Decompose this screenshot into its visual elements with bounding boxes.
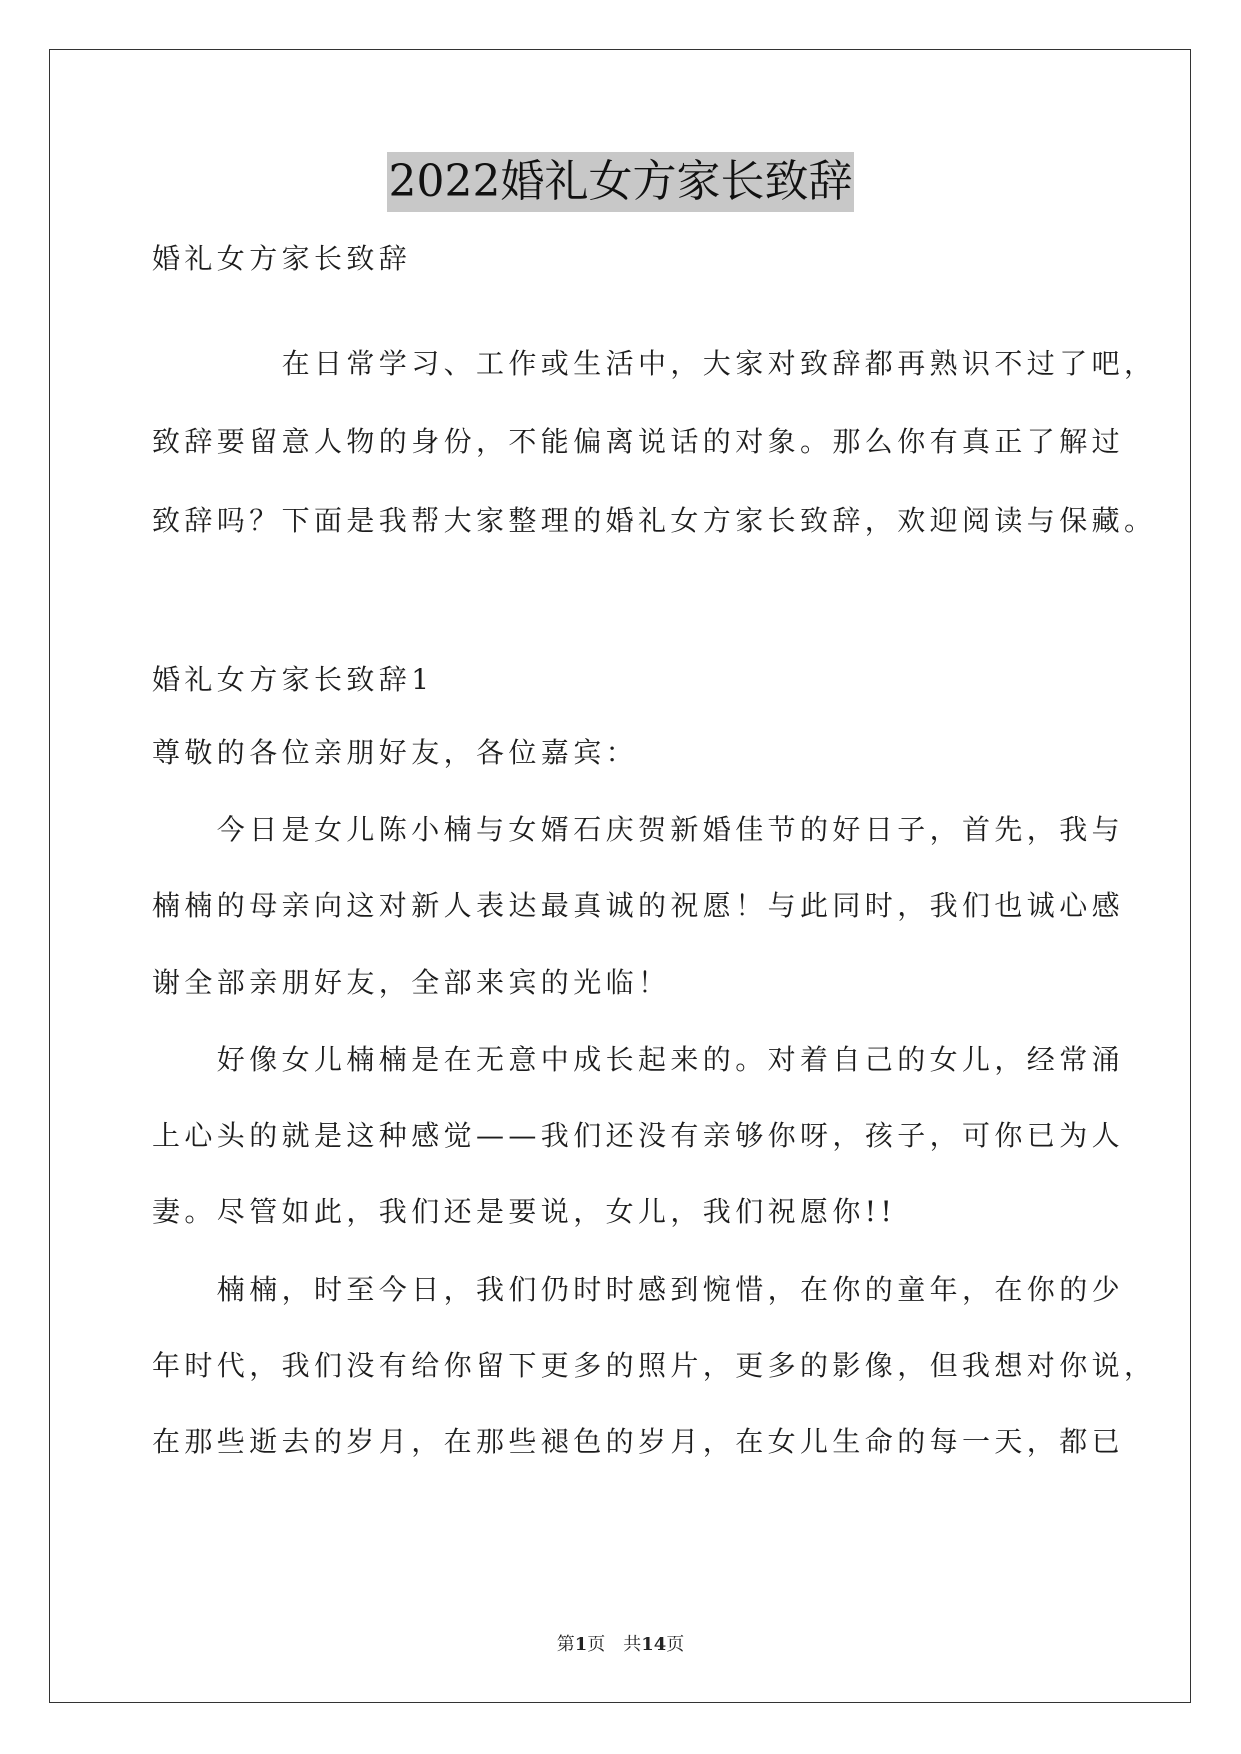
subtitle-line: 婚礼女方家长致辞	[152, 242, 412, 275]
footer-page-prefix: 第	[556, 1634, 575, 1655]
body-line: 在日常学习、工作或生活中，大家对致辞都再熟识不过了吧，	[152, 347, 1157, 380]
body-line: 好像女儿楠楠是在无意中成长起来的。对着自己的女儿，经常涌	[152, 1043, 1125, 1076]
body-line: 今日是女儿陈小楠与女婿石庆贺新婚佳节的好日子，首先，我与	[152, 813, 1125, 846]
body-line: 尊敬的各位亲朋好友，各位嘉宾：	[152, 736, 639, 769]
section-heading: 婚礼女方家长致辞1	[152, 663, 434, 696]
body-line: 在那些逝去的岁月，在那些褪色的岁月，在女儿生命的每一天，都已	[152, 1425, 1125, 1458]
footer-page-current: 1	[574, 1634, 588, 1655]
body-line: 妻。尽管如此，我们还是要说，女儿，我们祝愿你!!	[152, 1195, 897, 1228]
title-container	[0, 152, 1241, 212]
footer-page-mid: 页 共	[587, 1634, 642, 1655]
body-line: 致辞吗？下面是我帮大家整理的婚礼女方家长致辞，欢迎阅读与保藏。	[152, 504, 1157, 537]
body-line: 上心头的就是这种感觉——我们还没有亲够你呀，孩子，可你已为人	[152, 1119, 1125, 1152]
body-line: 楠楠的母亲向这对新人表达最真诚的祝愿！与此同时，我们也诚心感	[152, 889, 1125, 922]
body-line: 谢全部亲朋好友，全部来宾的光临！	[152, 966, 671, 999]
body-line: 楠楠，时至今日，我们仍时时感到惋惜，在你的童年，在你的少	[152, 1273, 1125, 1306]
footer-page-suffix: 页	[666, 1634, 685, 1655]
page-footer	[0, 1630, 1241, 1656]
body-line: 年时代，我们没有给你留下更多的照片，更多的影像，但我想对你说，	[152, 1349, 1157, 1382]
document-title: 2022婚礼女方家长致辞	[387, 152, 855, 212]
body-line: 致辞要留意人物的身份，不能偏离说话的对象。那么你有真正了解过	[152, 425, 1125, 458]
footer-page-total: 14	[641, 1634, 667, 1655]
